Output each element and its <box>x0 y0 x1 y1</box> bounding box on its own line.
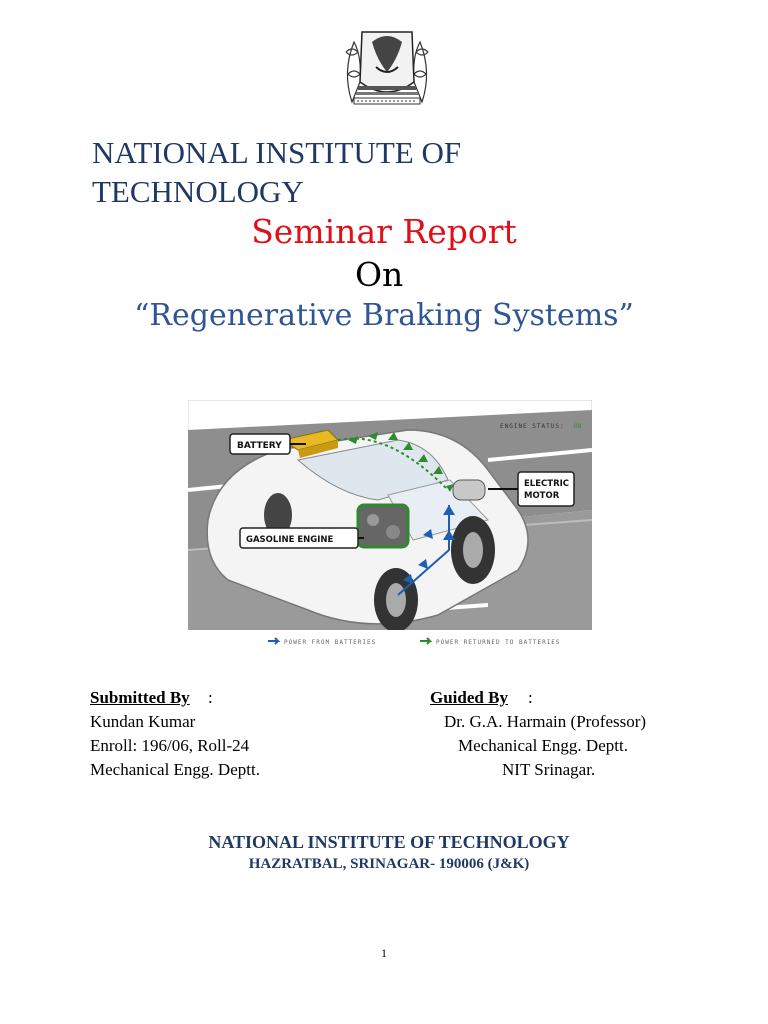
seminar-topic: “Regenerative Braking Systems” <box>134 298 634 333</box>
page-number: 1 <box>381 946 387 960</box>
footer-institute-name: NATIONAL INSTITUTE OF TECHNOLOGY <box>208 832 570 852</box>
footer-address: HAZRATBAL, SRINAGAR- 190006 (J&K) <box>248 856 530 872</box>
on-label: On <box>355 255 404 294</box>
legend-power-returned: POWER RETURNED TO BATTERIES <box>436 639 561 646</box>
student-enroll: Enroll: 196/06, Roll-24 <box>90 736 250 755</box>
submitted-by-heading: Submitted By <box>90 688 190 707</box>
guided-by-colon: : <box>528 688 533 707</box>
electric-motor-shape <box>453 480 485 500</box>
guided-by-heading: Guided By <box>430 688 508 707</box>
motor-label-line1: ELECTRIC <box>524 479 570 489</box>
guide-name: Dr. G.A. Harmain (Professor) <box>444 712 647 731</box>
regenerative-braking-figure <box>188 400 592 650</box>
institute-title-line1: NATIONAL INSTITUTE OF <box>92 135 462 170</box>
submitted-by-colon: : <box>208 688 213 707</box>
motor-label-line2: MOTOR <box>524 491 560 501</box>
seminar-report-title: Seminar Report <box>251 212 517 251</box>
guide-dept: Mechanical Engg. Deptt. <box>458 736 628 755</box>
guide-institute: NIT Srinagar. <box>502 760 596 779</box>
battery-label: BATTERY <box>237 441 282 451</box>
engine-shape <box>358 505 408 547</box>
institute-title-line2: TECHNOLOGY <box>92 174 304 209</box>
institute-seal-logo <box>332 12 442 122</box>
engine-status-label: ENGINE STATUS: <box>500 423 565 430</box>
engine-label: GASOLINE ENGINE <box>246 535 334 545</box>
engine-status-value: ON <box>574 423 582 430</box>
student-dept: Mechanical Engg. Deptt. <box>90 760 260 779</box>
student-name: Kundan Kumar <box>90 712 196 731</box>
legend-power-from-batteries: POWER FROM BATTERIES <box>284 639 377 646</box>
